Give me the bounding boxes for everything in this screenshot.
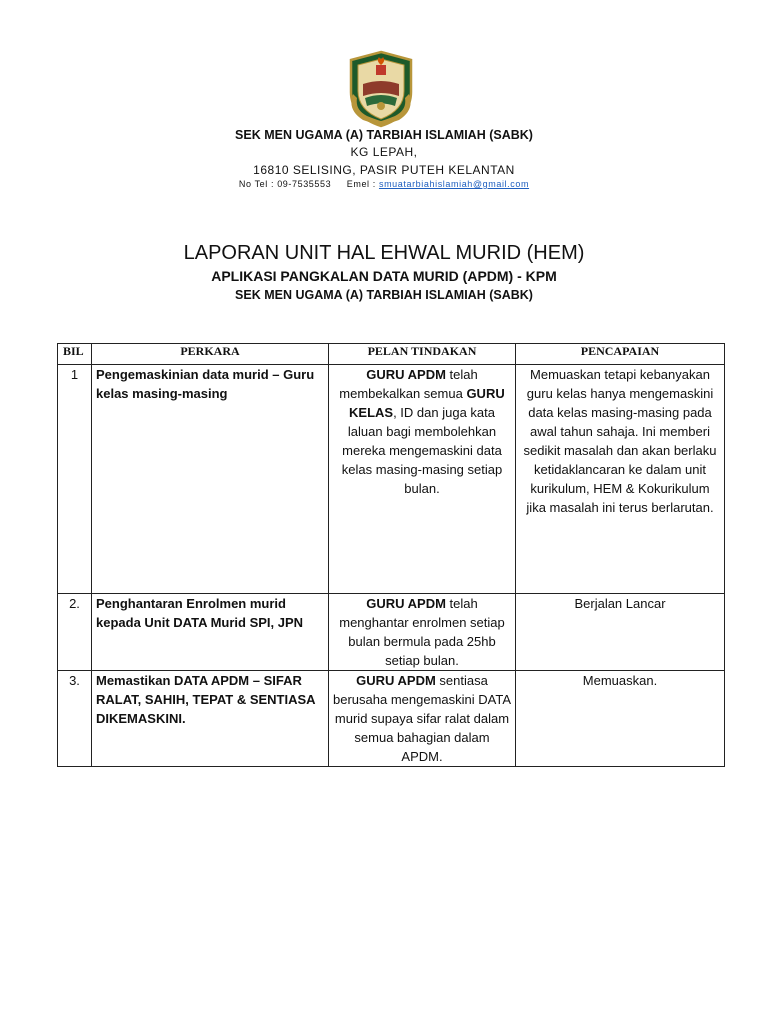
pelan-bold-1: GURU APDM (356, 673, 436, 688)
row-bil: 2. (58, 594, 92, 671)
report-table (57, 343, 725, 767)
table-row (58, 594, 725, 671)
row-pelan-tindakan (329, 594, 516, 671)
row-perkara: Pengemaskinian data murid – Guru kelas masing-masing (92, 365, 329, 594)
header-pelan-tindakan: PELAN TINDAKAN (329, 344, 516, 365)
table-row (58, 365, 725, 594)
row-bil: 1 (58, 365, 92, 594)
row-perkara: Penghantaran Enrolmen murid kepada Unit DATA Murid SPI, JPN (92, 594, 329, 671)
address-line-1: KG LEPAH, (350, 145, 418, 159)
pelan-text-2: , ID dan juga kata laluan bagi membolehkan mereka mengemaskini data kelas masing-masing setiap bulan. (341, 405, 503, 496)
row-pencapaian: Memuaskan. (516, 671, 725, 767)
contact-line (0, 179, 768, 189)
table-header-row (58, 344, 725, 365)
report-title: LAPORAN UNIT HAL EHWAL MURID (HEM) (183, 242, 585, 264)
pelan-bold-1: GURU APDM (366, 367, 446, 382)
pelan-text-1: telah menghantar enrolmen setiap bulan bermula pada 25hb setiap bulan. (339, 596, 505, 668)
row-pelan-tindakan (329, 365, 516, 594)
tel-label: No Tel : (238, 179, 275, 189)
header-pencapaian: PENCAPAIAN (516, 344, 725, 365)
row-bil: 3. (58, 671, 92, 767)
pelan-text-1: telah membekalkan semua (339, 367, 478, 401)
address-line-2: 16810 SELISING, PASIR PUTEH KELANTAN (253, 163, 515, 177)
row-pencapaian: Memuaskan tetapi kebanyakan guru kelas hanya mengemaskini data kelas masing-masing pada awal tahun sahaja. Ini memberi sedikit masalah dan akan berlaku ketidaklancaran ke dalam unit kurikulum, HEM & Kokurikulum jika masalah ini terus berlarutan. (516, 365, 725, 594)
pelan-text-1: sentiasa berusaha mengemaskini DATA murid supaya sifar ralat dalam semua bahagian dalam APDM. (333, 673, 511, 764)
email-label: Emel : (346, 179, 376, 189)
report-subtitle-apdm: APLIKASI PANGKALAN DATA MURID (APDM) - KPM (211, 268, 557, 284)
row-perkara: Memastikan DATA APDM – SIFAR RALAT, SAHIH, TEPAT & SENTIASA DIKEMASKINI. (92, 671, 329, 767)
row-pelan-tindakan (329, 671, 516, 767)
pelan-bold-2: GURU KELAS (349, 386, 505, 420)
report-subtitle-school: SEK MEN UGAMA (A) TARBIAH ISLAMIAH (SABK) (235, 288, 533, 302)
header-bil: BIL (58, 344, 92, 365)
row-pencapaian: Berjalan Lancar (516, 594, 725, 671)
header-perkara: PERKARA (92, 344, 329, 365)
school-crest-logo (345, 50, 417, 128)
pelan-bold-1: GURU APDM (366, 596, 446, 611)
table-row (58, 671, 725, 767)
school-name: SEK MEN UGAMA (A) TARBIAH ISLAMIAH (SABK) (235, 128, 533, 142)
tel-value: 09-7535553 (277, 179, 332, 189)
email-link[interactable]: smuatarbiahislamiah@gmail.com (378, 179, 530, 189)
